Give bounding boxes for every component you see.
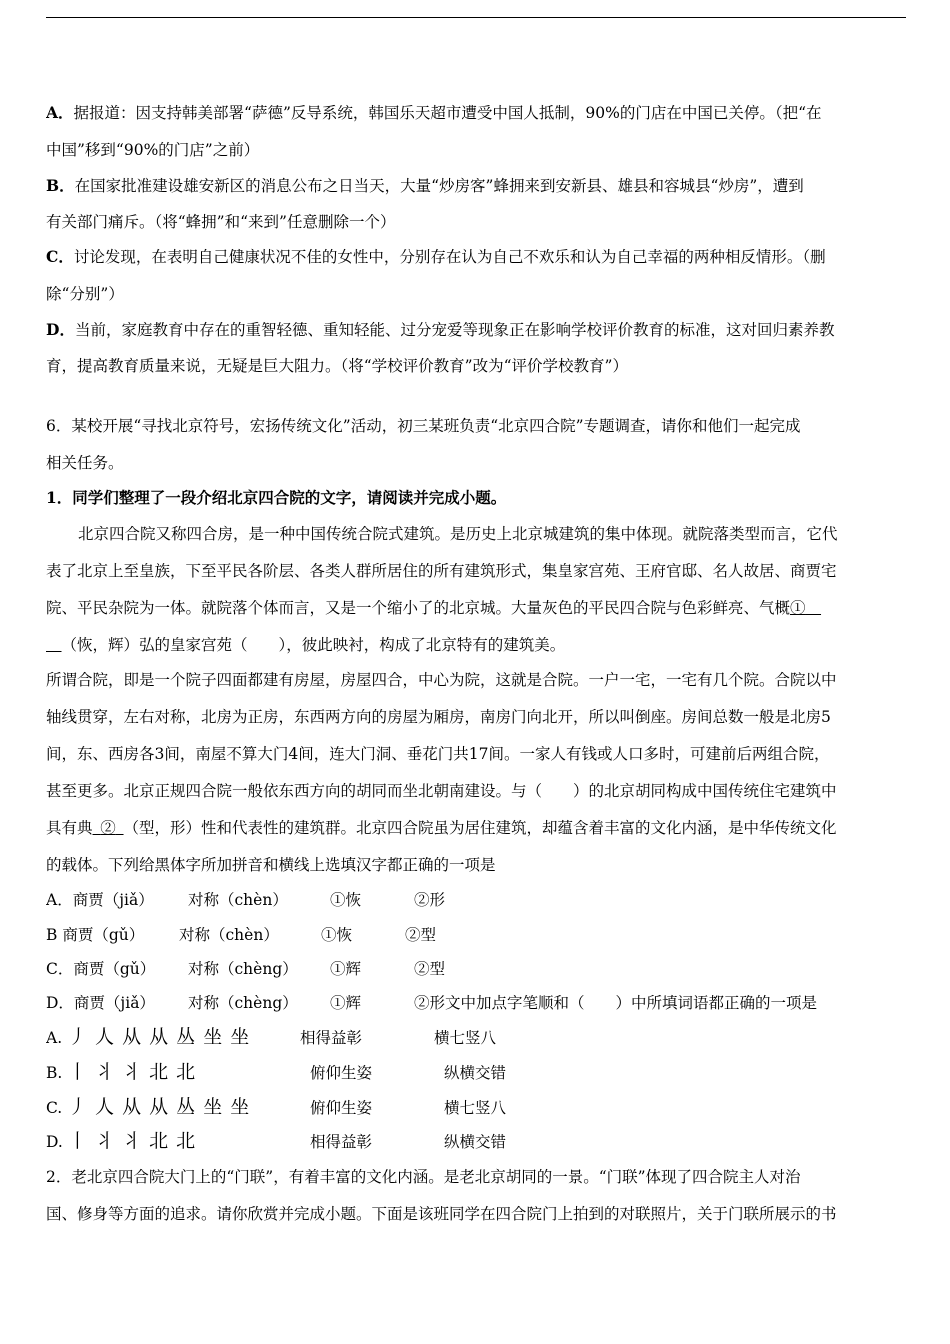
stroke-order-b: 丨 丬 丬 北 北: [68, 1062, 197, 1083]
stroke-order-a: 丿 人 从 从 丛 坐 坐: [68, 1027, 251, 1048]
q5-option-d-line1: D．当前，家庭教育中存在的重智轻德、重知轻能、过分宠爱等现象正在影响学校评价教育的标准，这对回归素养教: [46, 320, 835, 339]
opt1-row-d: D．商贾（jiǎ） 对称（chèng） ①辉 ②形文中加点字笔顺和（ ）中所填词语都正确的一项是: [46, 994, 818, 1012]
q5-option-b-line2: 有关部门痛斥。（将“蜂拥”和“来到”任意删除一个）: [46, 213, 396, 231]
passage-line9: 具有典 ② （型，形）性和代表性的建筑群。北京四合院虽为居住建筑，却蕴含着丰富的文化内涵，是中华传统文化: [46, 819, 837, 837]
passage-line10: 的载体。下列给黑体字所加拼音和横线上选填汉字都正确的一项是: [46, 856, 496, 874]
q6-sub2-line1: 2．老北京四合院大门上的“门联”，有着丰富的文化内涵。是老北京胡同的一景。“门联”体现了四合院主人对治: [46, 1168, 801, 1186]
opt2-row-c: C. 丿 人 从 从 丛 坐 坐 俯仰生姿 横七竖八: [46, 1097, 507, 1118]
opt2-row-b: B. 丨 丬 丬 北 北 俯仰生姿 纵横交错: [46, 1062, 507, 1083]
passage-line4: （恢，辉）弘的皇家宫苑（ ），彼此映衬，构成了北京特有的建筑美。: [61, 636, 566, 654]
q5-option-c-line2: 除“分别”）: [46, 285, 124, 303]
opt1-row-c: C．商贾（gǔ） 对称（chèng） ①辉 ②型: [46, 960, 446, 978]
dotted-char-zuo: 坐: [402, 782, 419, 800]
opt1-row-b: B 商贾（gǔ） 对称（chèn） ①恢 ②型: [46, 926, 437, 944]
passage-line6: 轴线贯穿，左右对称，北房为正房，东西两方向的房屋为厢房，南房门向北开，所以叫倒座。房间总数一般是北房5: [46, 708, 831, 726]
q6-intro-line1: 6．某校开展“寻找北京符号，宏扬传统文化”活动，初三某班负责“北京四合院”专题调查，请你和他们一起完成: [46, 417, 801, 435]
passage-line8: 甚至更多。北京正规四合院一般依东西方向的胡同而坐北朝南建设。与（ ）的北京胡同构成中国传统住宅建筑中: [46, 782, 837, 800]
stroke-order-d: 丨 丬 丬 北 北: [68, 1131, 197, 1152]
q6-sub2-line2: 国、修身等方面的追求。请你欣赏并完成小题。下面是该班同学在四合院门上拍到的对联照片，关于门联所展示的书: [46, 1205, 837, 1223]
q5-option-b-line1: B．在国家批准建设雄安新区的消息公布之日当天，大量“炒房客”蜂拥来到安新县、雄县和容城县“炒房”，遭到: [46, 176, 804, 195]
opt1-row-a: A．商贾（jiǎ） 对称（chèn） ①恢 ②形: [46, 891, 446, 909]
q6-sub1-title: 1．同学们整理了一段介绍北京四合院的文字，请阅读并完成小题。: [46, 488, 507, 507]
passage-line7: 间，东、西房各3间，南屋不算大门4间，连大门洞、垂花门共17间。一家人有钱或人口多时，可建前后两组合院，: [46, 745, 830, 763]
q5-option-c-line1: C．讨论发现，在表明自己健康状况不佳的女性中，分别存在认为自己不欢乐和认为自己幸福的两种相反情形。（删: [46, 247, 826, 266]
stroke-order-c: 丿 人 从 从 丛 坐 坐: [68, 1097, 251, 1118]
q5-option-a-line2: 中国”移到“90%的门店”之前）: [46, 141, 260, 159]
q5-option-a-line1: A．据报道：因支持韩美部署“萨德”反导系统，韩国乐天超市遭受中国人抵制，90%的门店在中国已关停。（把“在: [46, 103, 822, 122]
header-rule: [46, 17, 906, 18]
passage-line3: 院、平民杂院为一体。就院落个体而言，又是一个缩小了的北京城。大量灰色的平民四合院与色彩鲜亮、气概①: [46, 599, 806, 617]
passage-line1: 北京四合院又称四合房，是一种中国传统合院式建筑。是历史上北京城建筑的集中体现。就院落类型而言，它代: [78, 525, 838, 543]
passage-line2: 表了北京上至皇族，下至平民各阶层、各类人群所居住的所有建筑形式，集皇家宫苑、王府官邸、名人故居、商贾宅: [46, 562, 837, 580]
q6-intro-line2: 相关任务。: [46, 454, 124, 472]
opt2-row-a: A. 丿 人 从 从 丛 坐 坐 相得益彰 横七竖八: [46, 1027, 497, 1048]
passage-line5: 所谓合院，即是一个院子四面都建有房屋，房屋四合，中心为院，这就是合院。一户一宅，一宅有几个院。合院以中: [46, 671, 837, 689]
q5-option-d-line2: 育，提高教育质量来说，无疑是巨大阻力。（将“学校评价教育”改为“评价学校教育”）: [46, 357, 628, 375]
dotted-char-bei: 北: [78, 525, 94, 543]
blank-1: ①: [790, 599, 806, 617]
blank-2: ②: [100, 819, 116, 837]
opt2-row-d: D. 丨 丬 丬 北 北 相得益彰 纵横交错: [46, 1131, 507, 1152]
